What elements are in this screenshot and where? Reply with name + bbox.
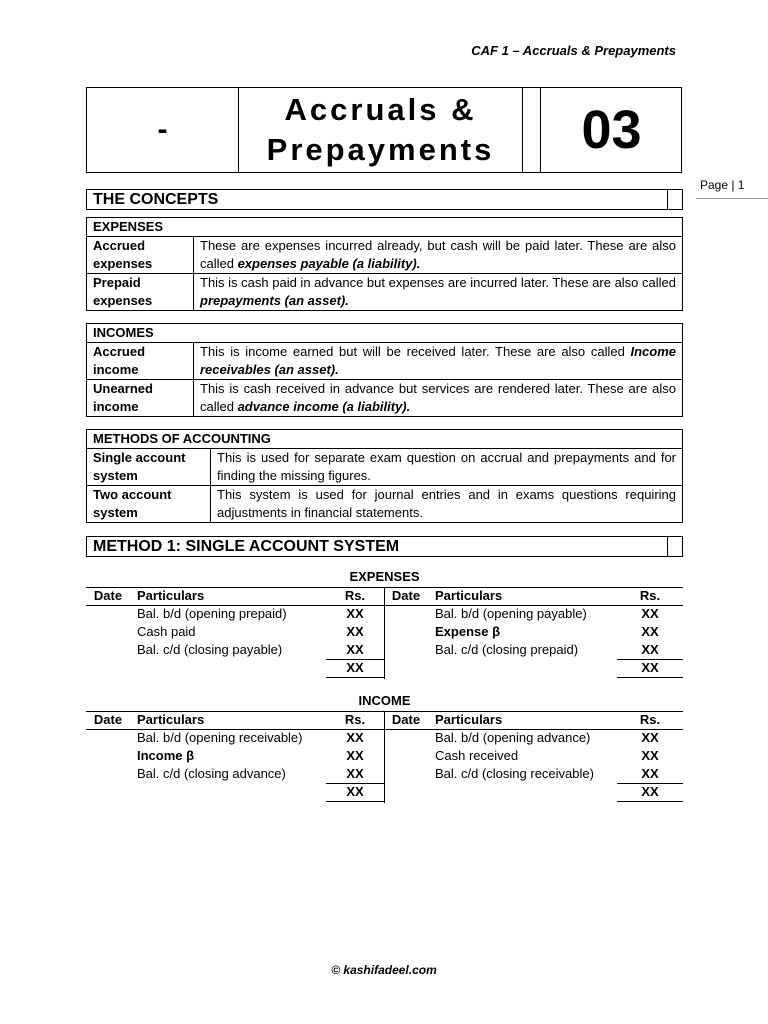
ledger-row: Bal. c/d (closing payable) XX Bal. c/d (closing prepaid) XX bbox=[137, 642, 659, 657]
running-header: CAF 1 – Accruals & Prepayments bbox=[471, 43, 676, 58]
particulars-header: Particulars bbox=[435, 588, 503, 603]
ledger-row: Income β XX Cash received XX bbox=[137, 748, 659, 763]
definition-cell: These are expenses incurred already, but cash will be paid later. These are also called expenses payable (a liability). bbox=[194, 237, 683, 274]
expenses-ledger-table bbox=[86, 587, 683, 677]
particulars-header: Particulars bbox=[137, 712, 205, 727]
ledger-row: Bal. b/d (opening receivable) XX Bal. b/d (opening advance) XX bbox=[137, 730, 659, 745]
date-header: Date bbox=[391, 588, 421, 603]
term-cell: Accrued expenses bbox=[87, 237, 194, 274]
date-header: Date bbox=[93, 588, 123, 603]
method1-heading bbox=[86, 536, 683, 557]
rs-header: Rs. bbox=[344, 712, 366, 727]
chapter-title bbox=[239, 88, 523, 172]
heading-end-cell bbox=[667, 190, 668, 209]
ledger-total-row: XX XX bbox=[346, 784, 659, 799]
term-cell: Single account system bbox=[87, 449, 211, 486]
ledger-row: Cash paid XX Expense β XX bbox=[137, 624, 659, 639]
particulars-header: Particulars bbox=[435, 712, 503, 727]
term-cell: Prepaid expenses bbox=[87, 274, 194, 311]
ledger-header-row bbox=[86, 587, 683, 605]
heading-end-cell bbox=[667, 537, 668, 556]
concepts-heading bbox=[86, 189, 683, 210]
table-row bbox=[87, 237, 683, 274]
concepts-heading-text: THE CONCEPTS bbox=[93, 191, 219, 208]
title-divider bbox=[523, 88, 541, 172]
expenses-ledger-title: EXPENSES bbox=[349, 569, 420, 584]
rs-header: Rs. bbox=[639, 712, 661, 727]
expenses-table bbox=[86, 217, 683, 311]
chapter-title-block bbox=[86, 87, 682, 173]
table-row bbox=[87, 380, 683, 417]
method1-heading-text: METHOD 1: SINGLE ACCOUNT SYSTEM bbox=[93, 538, 400, 555]
table-caption: EXPENSES bbox=[87, 218, 683, 237]
methods-table bbox=[86, 429, 683, 523]
incomes-table bbox=[86, 323, 683, 417]
definition-cell: This is used for separate exam question on accrual and prepayments and for finding the missing figures. bbox=[211, 449, 683, 486]
chapter-title-line2: Prepayments bbox=[266, 132, 495, 167]
table-row bbox=[87, 274, 683, 311]
date-header: Date bbox=[391, 712, 421, 727]
ledger-row: Bal. b/d (opening prepaid) XX Bal. b/d (opening payable) XX bbox=[137, 606, 659, 621]
table-row bbox=[87, 343, 683, 380]
footer-copyright: © kashifadeel.com bbox=[331, 963, 437, 977]
term-cell: Accrued income bbox=[87, 343, 194, 380]
chapter-title-line1: Accruals & bbox=[284, 92, 477, 127]
term-cell: Two account system bbox=[87, 486, 211, 523]
table-caption: INCOMES bbox=[87, 324, 683, 343]
ledger-header-row bbox=[86, 711, 683, 729]
definition-cell: This system is used for journal entries and in exams questions requiring adjustments in financial statements. bbox=[211, 486, 683, 523]
income-ledger-table bbox=[86, 711, 683, 801]
ledger-row: Bal. c/d (closing advance) XX Bal. c/d (closing receivable) XX bbox=[137, 766, 659, 781]
ledger-total-row: XX XX bbox=[346, 660, 659, 675]
date-header: Date bbox=[93, 712, 123, 727]
rs-header: Rs. bbox=[344, 588, 366, 603]
table-row bbox=[87, 449, 683, 486]
definition-cell: This is income earned but will be received later. These are also called Income receivables (an asset). bbox=[194, 343, 683, 380]
table-row bbox=[87, 486, 683, 523]
chapter-number: 03 bbox=[581, 100, 642, 160]
rs-header: Rs. bbox=[639, 588, 661, 603]
definition-cell: This is cash paid in advance but expenses are incurred later. These are also called prepayments (an asset). bbox=[194, 274, 683, 311]
table-caption: METHODS OF ACCOUNTING bbox=[87, 430, 683, 449]
particulars-header: Particulars bbox=[137, 588, 205, 603]
page-marker: Page | 1 bbox=[700, 178, 745, 192]
term-cell: Unearned income bbox=[87, 380, 194, 417]
definition-cell: This is cash received in advance but services are rendered later. These are also called advance income (a liability). bbox=[194, 380, 683, 417]
income-ledger-title: INCOME bbox=[358, 693, 411, 708]
title-dash: - bbox=[87, 88, 239, 172]
